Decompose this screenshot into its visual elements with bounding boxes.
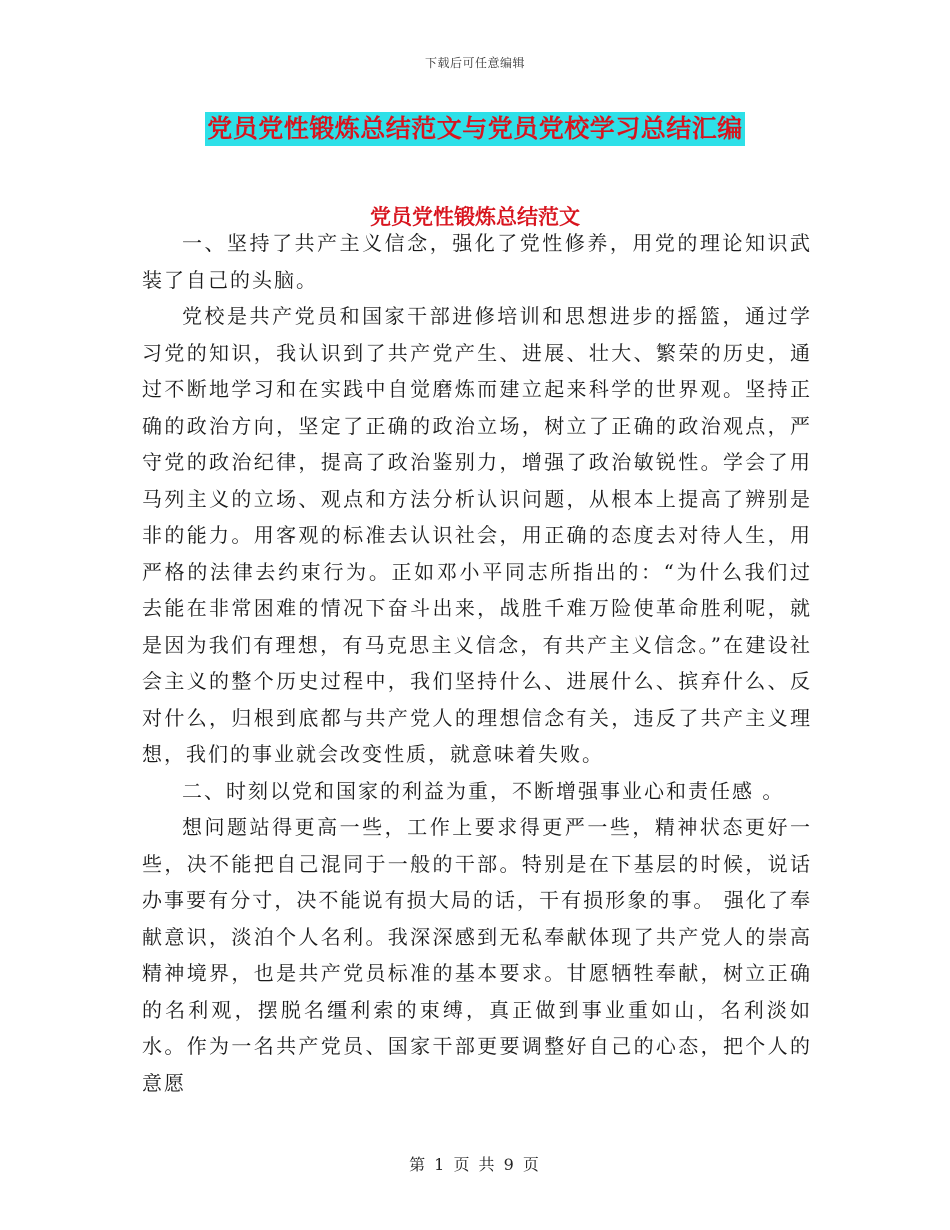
- section-title: 党员党性锻炼总结范文: [370, 205, 580, 229]
- paragraph-3: 二、时刻以党和国家的利益为重，不断增强事业心和责任感 。: [182, 778, 785, 803]
- page-footer: 第 1 页 共 9 页: [409, 1155, 541, 1174]
- main-title-container: [0, 112, 950, 146]
- paragraph-4: 想问题站得更高一些，工作上要求得更严一些，精神状态更好一些，决不能把自己混同于一般的干部。特别是在下基层的时候，说话办事要有分寸，决不能说有损大局的话，干有损形象的事。 强化了奉献意识，淡泊个人名利。我深深感到无私奉献体现了共产党人的崇高精神境界，也是共产党员标准的基本要求。甘愿牺牲奉献，树立正确的名利观，摆脱名缰利索的束缚，真正做到事业重如山，名利淡如水。作为一名共产党员、国家干部更要调整好自己的心态，把个人的意愿: [142, 815, 812, 1095]
- document-main-title: 党员党性锻炼总结范文与党员党校学习总结汇编: [205, 112, 745, 146]
- paragraph-2: 党校是共产党员和国家干部进修培训和思想进步的摇篮，通过学习党的知识，我认识到了共产党产生、进展、壮大、繁荣的历史，通过不断地学习和在实践中自觉磨炼而建立起来科学的世界观。坚持正确的政治方向，坚定了正确的政治立场，树立了正确的政治观点，严守党的政治纪律，提高了政治鉴别力，增强了政治敏锐性。学会了用马列主义的立场、观点和方法分析认识问题，从根本上提高了辨别是非的能力。用客观的标准去认识社会，用正确的态度去对待人生，用严格的法律去约束行为。正如邓小平同志所指出的：“为什么我们过去能在非常困难的情况下奋斗出来，战胜千难万险使革命胜利呢，就是因为我们有理想，有马克思主义信念，有共产主义信念。”在建设社会主义的整个历史过程中，我们坚持什么、进展什么、摈弃什么、反对什么，归根到底都与共产党人的理想信念有关，违反了共产主义理想，我们的事业就会改变性质，就意味着失败。: [142, 304, 812, 766]
- page-header-note: 下载后可任意编辑: [424, 56, 525, 70]
- paragraph-1: 一、坚持了共产主义信念，强化了党性修养，用党的理论知识武装了自己的头脑。: [142, 231, 812, 292]
- document-body: [142, 225, 812, 1101]
